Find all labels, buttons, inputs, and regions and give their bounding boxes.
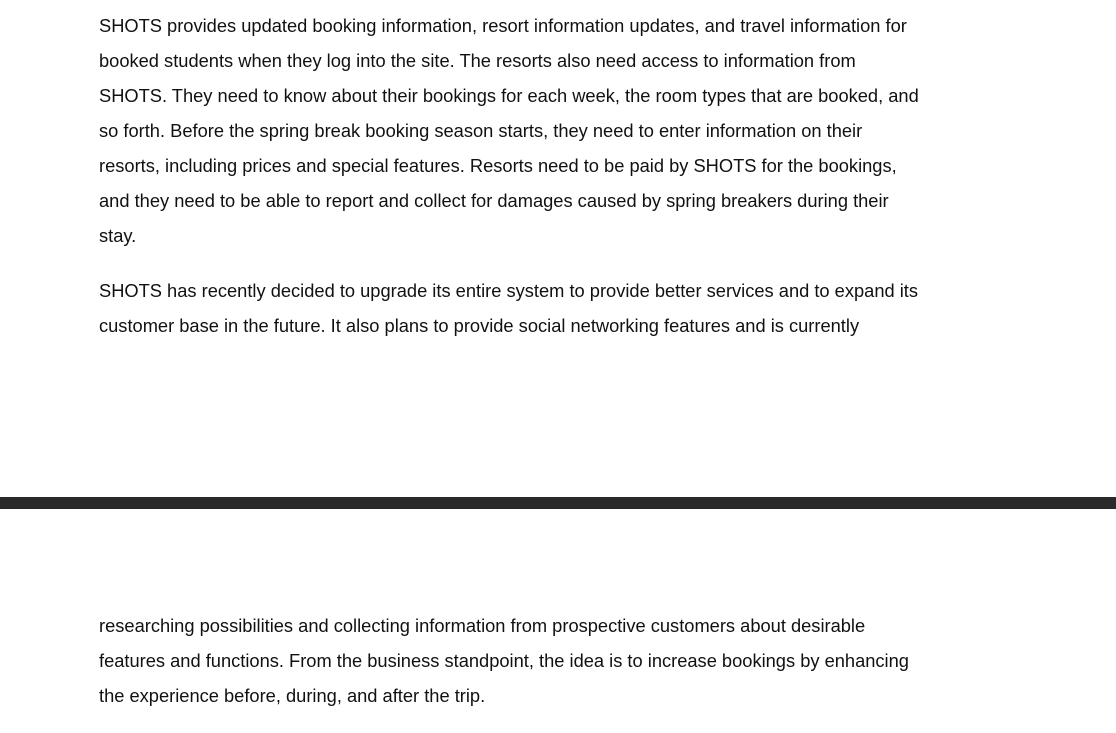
text-line: the experience before, during, and after the trip.: [99, 685, 486, 706]
text-line: researching possibilities and collecting information from prospective customers about desirable: [99, 615, 866, 636]
text-line: customer base in the future. It also plans to provide social networking features and is currently: [99, 315, 860, 336]
paragraph-system-upgrade: [99, 273, 1089, 343]
text-line: stay.: [99, 225, 137, 246]
text-line: booked students when they log into the site. The resorts also need access to information from: [99, 50, 856, 71]
text-line: SHOTS has recently decided to upgrade its entire system to provide better services and to expand its: [99, 280, 919, 301]
text-line: and they need to be able to report and collect for damages caused by spring breakers during their: [99, 190, 889, 211]
text-line: SHOTS provides updated booking information, resort information updates, and travel information for: [99, 15, 907, 36]
text-line: features and functions. From the business standpoint, the idea is to increase bookings by enhancing: [99, 650, 909, 671]
paragraph-resort-information: [99, 8, 1089, 253]
paragraph-continuation: [99, 608, 1089, 713]
text-line: resorts, including prices and special features. Resorts need to be paid by SHOTS for the bookings,: [99, 155, 897, 176]
page-break-divider: [0, 497, 1116, 509]
text-line: SHOTS. They need to know about their bookings for each week, the room types that are booked, and: [99, 85, 919, 106]
text-line: so forth. Before the spring break booking season starts, they need to enter information on their: [99, 120, 863, 141]
document-page-bottom: [0, 509, 1116, 733]
